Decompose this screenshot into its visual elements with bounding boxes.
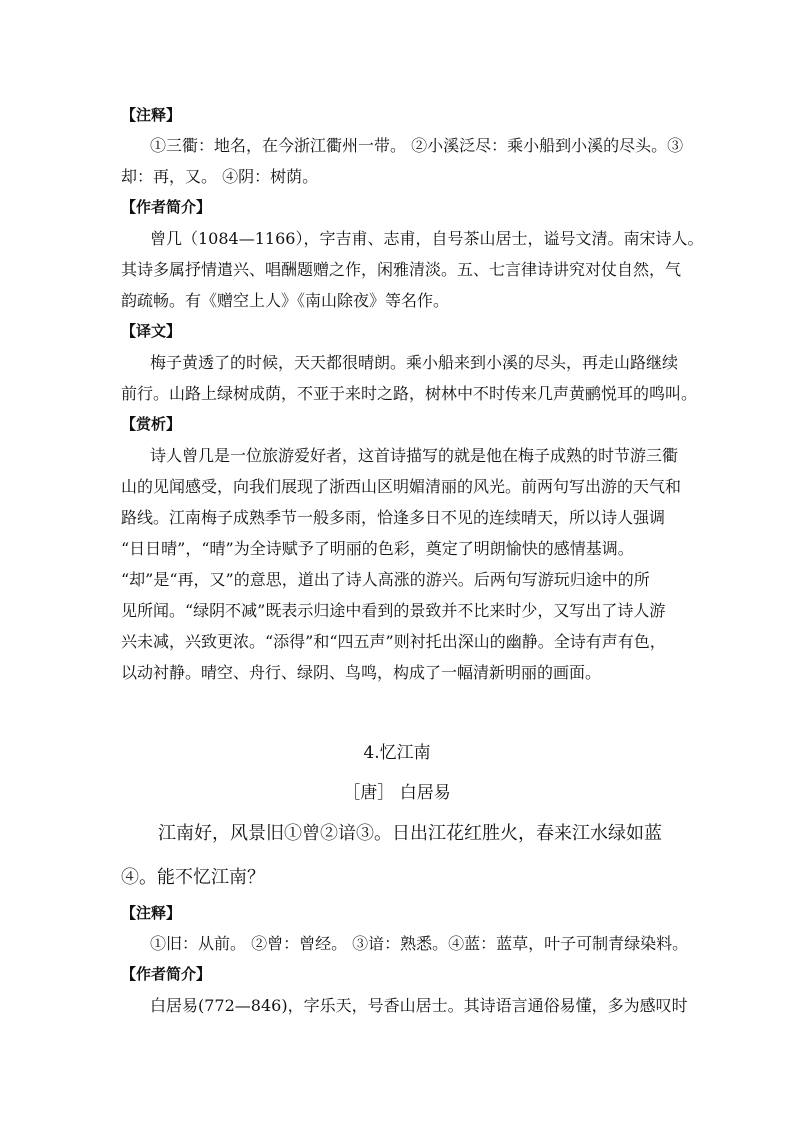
poem-line: ④。能不忆江南？ [121,867,265,888]
appreciation-heading: 【赏析】 [121,415,182,433]
appreciation-line: 诗人曾几是一位旅游爱好者，这首诗描写的就是他在梅子成熟的时节游三衢 [150,446,679,465]
translation-line: 前行。山路上绿树成荫，不亚于来时之路，树林中不时传来几声黄鹂悦耳的鸣叫。 [121,384,698,403]
notes-heading: 【注释】 [121,904,182,922]
poem-title: 4.忆江南 [363,743,431,763]
poem-author: ［唐］ 白居易 [343,783,451,803]
notes-line: 却：再，又。 ④阴：树荫。 [121,167,319,186]
appreciation-line: “日日晴”，“晴”为全诗赋予了明丽的色彩，奠定了明朗愉快的感情基调。 [121,539,634,558]
appreciation-line: 以动衬静。晴空、舟行、绿阴、鸟鸣，构成了一幅清新明丽的画面。 [121,663,602,682]
notes-line: ①旧：从前。 ②曾：曾经。 ③谙：熟悉。④蓝：蓝草，叶子可制青绿染料。 [150,934,689,953]
appreciation-line: 见所闻。“绿阴不减”既表示归途中看到的景致并不比来时少，又写出了诗人游 [121,601,666,620]
author-line: 其诗多属抒情遣兴、唱酬题赠之作，闲雅清淡。五、七言律诗讲究对仗自然，气 [121,260,682,279]
appreciation-line: 兴未减，兴致更浓。“添得”和“四五声”则衬托出深山的幽静。全诗有声有色， [121,632,666,651]
notes-line: ①三衢：地名，在今浙江衢州一带。 ②小溪泛尽：乘小船到小溪的尽头。③ [150,136,684,155]
author-heading: 【作者简介】 [121,198,212,216]
translation-line: 梅子黄透了的时候，天天都很晴朗。乘小船来到小溪的尽头，再走山路继续 [150,353,679,372]
author-line: 曾几（1084—1166），字吉甫、志甫，自号茶山居士，谥号文清。南宋诗人。 [150,229,704,248]
appreciation-line: “却”是“再，又”的意思，道出了诗人高涨的游兴。后两句写游玩归途中的所 [121,570,650,589]
appreciation-line: 山的见闻感受，向我们展现了浙西山区明媚清丽的风光。前两句写出游的天气和 [121,477,682,496]
author-heading: 【作者简介】 [121,965,212,983]
poem-line: 江南好，风景旧①曾②谙③。日出江花红胜火，春来江水绿如蓝 [158,823,662,844]
appreciation-line: 路线。江南梅子成熟季节一般多雨，恰逢多日不见的连续晴天，所以诗人强调 [121,508,666,527]
notes-heading: 【注释】 [121,106,182,124]
author-line: 韵疏畅。有《赠空上人》《南山除夜》等名作。 [121,291,450,310]
author-line: 白居易(772—846)，字乐天，号香山居士。其诗语言通俗易懂，多为感叹时 [150,996,688,1015]
translation-heading: 【译文】 [121,322,182,340]
